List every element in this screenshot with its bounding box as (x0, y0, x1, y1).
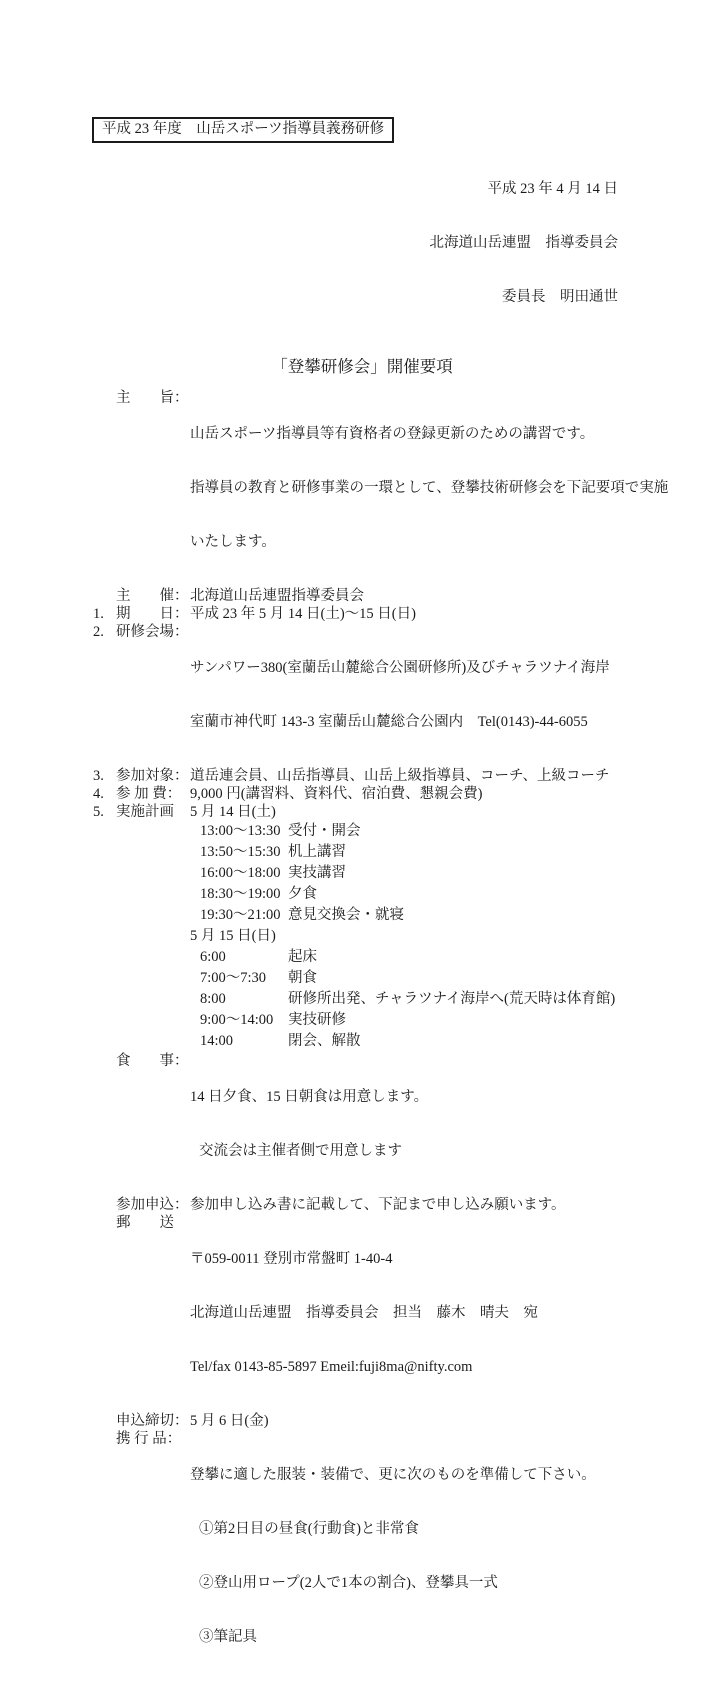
section-bring (93, 1430, 724, 1682)
schedule-row (200, 968, 724, 989)
section-label: 参加対象： (116, 768, 189, 784)
section-label: 主 旨： (116, 390, 189, 406)
schedule-row (200, 863, 724, 884)
schedule-activity: 机上講習 (288, 844, 346, 860)
schedule-activity: 意見交換会・就寝 (288, 907, 404, 923)
item-number (93, 587, 116, 605)
item-number (93, 1052, 116, 1196)
section-content (190, 1430, 724, 1682)
section-label: 主 催： (116, 588, 189, 604)
item-number (93, 1412, 116, 1430)
schedule-activity: 受付・開会 (288, 823, 361, 839)
item-number (93, 1196, 116, 1214)
purpose-line: いたします。 (190, 534, 276, 550)
meals-line: 14 日夕食、15 日朝食は用意します。 (190, 1089, 429, 1105)
venue-line: 室蘭市神代町 143-3 室蘭岳山麓総合公園内 Tel(0143)-44-6055 (190, 714, 588, 730)
mail-contact-line: Tel/fax 0143-85-5897 Emeil:fuji8ma@nifty.com (190, 1359, 473, 1375)
schedule-time: 8:00 (200, 991, 226, 1007)
section-label: 食 事： (116, 1053, 189, 1069)
plan-day1-header: 5 月 14 日(土) (190, 804, 276, 820)
bring-item: ③筆記具 (199, 1629, 257, 1645)
schedule-time: 16:00～18:00 (200, 865, 281, 881)
schedule-row (200, 1010, 724, 1031)
schedule-time: 9:00～14:00 (200, 1012, 274, 1028)
section-plan (93, 803, 724, 821)
section-label: 研修会場： (116, 624, 189, 640)
item-number: 3. (93, 768, 104, 784)
section-content (190, 1214, 724, 1412)
schedule-activity: 研修所出発、チャラツナイ海岸へ(荒天時は体育館) (288, 991, 616, 1007)
item-number (93, 1430, 116, 1682)
mail-recipient-line: 北海道山岳連盟 指導委員会 担当 藤木 晴夫 宛 (190, 1305, 538, 1321)
schedule-time: 7:00～7:30 (200, 970, 267, 986)
venue-line: サンパワー380(室蘭岳山麓総合公園研修所)及びチャラツナイ海岸 (190, 660, 610, 676)
section-date (93, 605, 724, 623)
section-application (93, 1196, 724, 1214)
item-number: 5. (93, 804, 104, 820)
schedule-activity: 起床 (288, 949, 317, 965)
section-mail (93, 1214, 724, 1412)
section-purpose (93, 389, 724, 587)
section-organizer (93, 587, 724, 605)
section-deadline (93, 1412, 724, 1430)
section-content: 9,000 円(講習料、資料代、宿泊費、懇親会費) (190, 786, 483, 802)
section-content (190, 1052, 724, 1196)
section-content: 北海道山岳連盟指導委員会 (190, 588, 364, 604)
schedule-time: 6:00 (200, 949, 226, 965)
plan-day2-header: 5 月 15 日(日) (190, 928, 276, 944)
schedule-activity: 閉会、解散 (288, 1033, 361, 1049)
purpose-line: 指導員の教育と研修事業の一環として、登攀技術研修会を下記要項で実施 (190, 480, 669, 496)
schedule-row (200, 1031, 724, 1052)
schedule-row (200, 989, 724, 1010)
section-content: 5 月 6 日(金) (190, 1413, 269, 1429)
item-number: 4. (93, 786, 104, 802)
schedule-day1 (0, 821, 724, 926)
schedule-time: 13:00～13:30 (200, 823, 281, 839)
section-label: 参加申込： (116, 1197, 189, 1213)
item-number: 2. (93, 624, 104, 640)
schedule-activity: 実技講習 (288, 865, 346, 881)
section-label: 携 行 品： (116, 1431, 182, 1447)
schedule-activity: 朝食 (288, 970, 317, 986)
section-content: 平成 23 年 5 月 14 日(土)～15 日(日) (190, 606, 416, 622)
section-label: 申込締切： (116, 1413, 189, 1429)
section-content (190, 389, 724, 587)
schedule-row (200, 905, 724, 926)
chairperson: 委員長 明田通世 (502, 289, 618, 305)
schedule-row (200, 842, 724, 863)
section-fee (93, 785, 724, 803)
schedule-time: 14:00 (200, 1033, 234, 1049)
section-label: 実施計画 (116, 804, 174, 820)
section-label: 参 加 費： (116, 786, 182, 802)
mail-address-line: 〒059-0011 登別市常盤町 1-40-4 (190, 1251, 393, 1267)
bring-item: ②登山用ロープ(2人で1本の割合)、登攀具一式 (199, 1575, 498, 1591)
section-content (190, 623, 724, 767)
schedule-row (200, 821, 724, 842)
schedule-time: 18:30～19:00 (200, 886, 281, 902)
schedule-activity: 実技研修 (288, 1012, 346, 1028)
purpose-line: 山岳スポーツ指導員等有資格者の登録更新のための講習です。 (190, 426, 595, 442)
bring-item: ①第2日目の昼食(行動食)と非常食 (199, 1521, 419, 1537)
schedule-day2 (0, 947, 724, 1052)
section-content: 道岳連会員、山岳指導員、山岳上級指導員、コーチ、上級コーチ (190, 768, 610, 784)
item-number (93, 389, 116, 587)
meals-line: 交流会は主催者側で用意します (199, 1143, 402, 1159)
header-right-block (0, 144, 724, 342)
boxed-title: 平成 23 年度 山岳スポーツ指導員義務研修 (92, 117, 394, 143)
schedule-time: 13:50～15:30 (200, 844, 281, 860)
bring-intro: 登攀に適した服装・装備で、更に次のものを準備して下さい。 (190, 1467, 596, 1483)
schedule-row (200, 884, 724, 905)
document-body (0, 389, 724, 1682)
document-title: 「登攀研修会」開催要項 (271, 357, 453, 376)
issuing-organization: 北海道山岳連盟 指導委員会 (429, 235, 618, 251)
section-label: 郵 送 (116, 1215, 174, 1231)
schedule-activity: 夕食 (288, 886, 317, 902)
section-label: 期 日： (116, 606, 189, 622)
schedule-row (200, 947, 724, 968)
section-eligibility (93, 767, 724, 785)
section-content: 参加申し込み書に記載して、下記まで申し込み願います。 (190, 1197, 566, 1213)
section-venue (93, 623, 724, 767)
item-number (93, 1214, 116, 1412)
section-meals (93, 1052, 724, 1196)
issue-date: 平成 23 年 4 月 14 日 (487, 181, 618, 197)
schedule-time: 19:30～21:00 (200, 907, 281, 923)
item-number: 1. (93, 606, 104, 622)
